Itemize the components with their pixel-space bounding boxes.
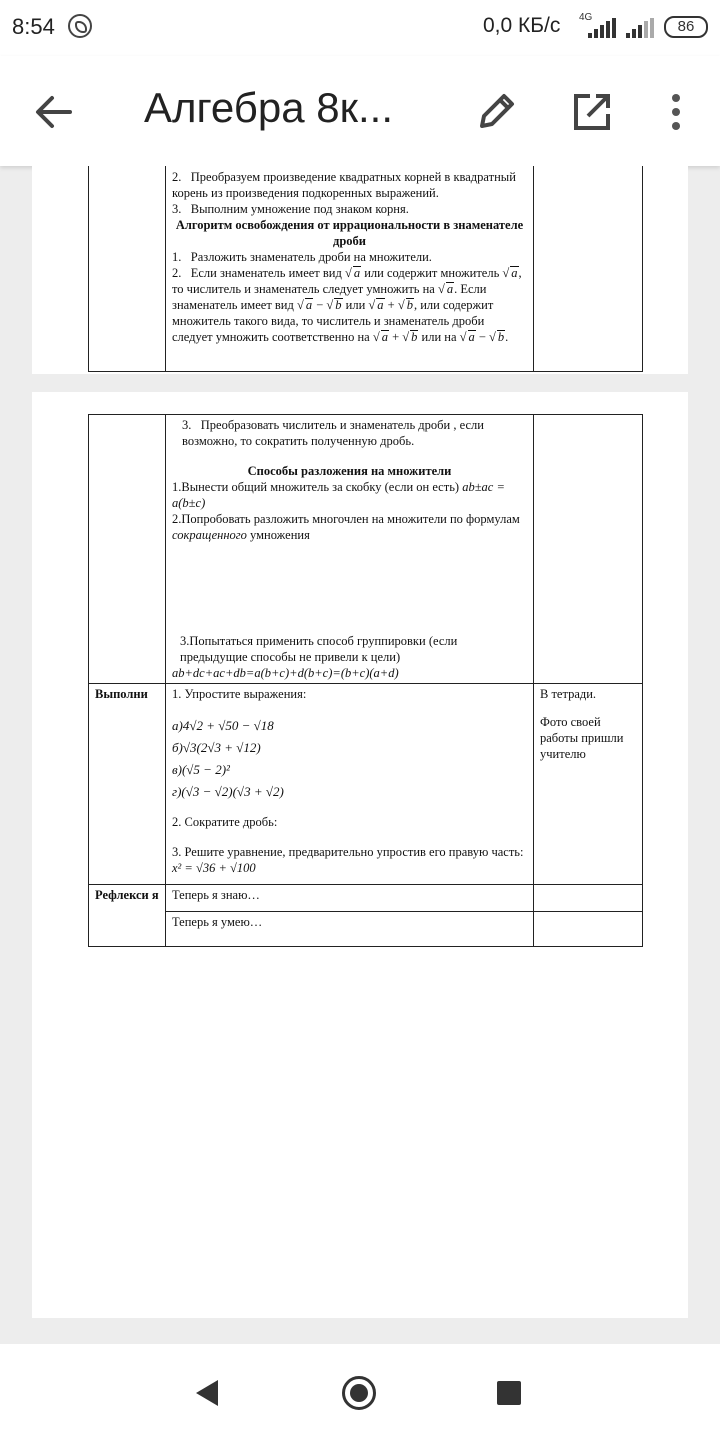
row-label-reflection: Рефлекси я bbox=[89, 885, 166, 947]
network-speed: 0,0 КБ/с bbox=[483, 14, 561, 37]
reflection-know: Теперь я знаю… bbox=[166, 885, 534, 912]
expression-g: г)(√3 − √2)(√3 + √2) bbox=[172, 784, 284, 799]
status-time: 8:54 bbox=[12, 14, 55, 39]
signal-icon-2 bbox=[626, 18, 654, 38]
open-external-icon[interactable] bbox=[570, 90, 614, 134]
algorithm-title: Алгоритм освобождения от иррациональности в знаменателе дроби bbox=[175, 218, 524, 248]
lesson-table-part2 bbox=[88, 414, 643, 947]
notes-cell: В тетради. Фото своей работы пришли учителю bbox=[534, 684, 643, 885]
expression-b: б)√3(2√3 + √12) bbox=[172, 740, 261, 755]
row-label-do: Выполни bbox=[89, 684, 166, 885]
reflection-can: Теперь я умею… bbox=[166, 912, 534, 947]
more-vert-icon[interactable] bbox=[664, 92, 688, 132]
battery-icon: 86 bbox=[664, 16, 708, 38]
back-arrow-icon[interactable] bbox=[34, 92, 74, 132]
nav-recents-icon[interactable] bbox=[497, 1381, 521, 1405]
document-title: Алгебра 8к... bbox=[144, 84, 393, 131]
expression-a: а)4√2 + √50 − √18 bbox=[172, 718, 274, 733]
status-bar bbox=[0, 0, 720, 56]
document-page-2 bbox=[32, 392, 688, 1318]
nav-home-icon[interactable] bbox=[342, 1376, 376, 1410]
factoring-title: Способы разложения на множители bbox=[247, 464, 452, 478]
network-type: 4G bbox=[579, 12, 593, 23]
app-bar bbox=[0, 56, 720, 166]
lesson-table-part1 bbox=[88, 166, 643, 372]
document-page-1 bbox=[32, 166, 688, 374]
tasks-cell: 1. Упростите выражения: а)4√2 + √50 − √18 б)√3(2√3 + √12) в)(√5 − 2)² г)(√3 − √2)(√3 + √2) 2. Сократите дробь: 3. Решите уравнение, предварительно упростив его правую часть: x² = √36 + √100 bbox=[166, 684, 534, 885]
nav-back-icon[interactable] bbox=[196, 1380, 218, 1406]
whatsapp-icon bbox=[68, 14, 92, 38]
factoring-cell: 3. Преобразовать числитель и знаменатель дроби , если возможно, то сократить полученную дробь. Способы разложения на множители 1.Вынести общий множитель за скобку (если он есть) ab±ac = a(b±c) 2.Попробовать разложить многочлен на множители по формулам сокращенного умножения 3.Попытаться применить способ группировки (если предыдущие способы не привели к цели) ab+dc+ac+db=a(b+c)+d(b+c)=(b+c)(a+d) bbox=[166, 415, 534, 684]
algorithm-cell: 2. Преобразуем произведение квадратных корней в квадратный корень из произведения подкоренных выражений. 3. Выполним умножение под знаком корня. Алгоритм освобождения от иррациональности в знаменателе дроби 1. Разложить знаменатель дроби на множители. 2. Если знаменатель имеет вид √ a или содержит множитель √ a, то числитель и знаменатель следует умножить на √ a. Если знаменатель имеет вид √ a − √ b или √ a + √ b, или содержит множитель такого вида, то числитель и знаменатель дроби следует умножить соответственно на √ a + √ b или на √ a − √ b. bbox=[166, 166, 534, 372]
signal-icon bbox=[588, 18, 616, 38]
expression-v: в)(√5 − 2)² bbox=[172, 762, 230, 777]
edit-pencil-icon[interactable] bbox=[474, 90, 518, 134]
